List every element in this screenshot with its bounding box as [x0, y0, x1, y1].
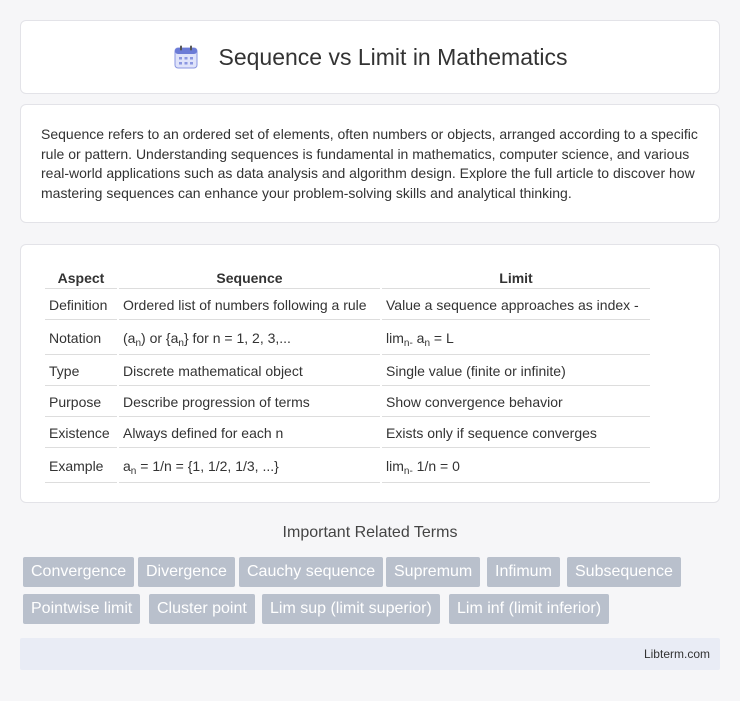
- table-row: [45, 388, 650, 417]
- tag-pointwise-limit[interactable]: Pointwise limit: [23, 594, 140, 624]
- tag-supremum[interactable]: Supremum: [386, 557, 480, 587]
- cell-limit: Value a sequence approaches as index -: [382, 291, 650, 320]
- table-row: [45, 357, 650, 386]
- comparison-table-card: [20, 244, 720, 503]
- cell-aspect: Existence: [45, 419, 117, 448]
- calendar-icon: [173, 44, 199, 70]
- page-title: Sequence vs Limit in Mathematics: [218, 43, 568, 70]
- cell-limit: $\lim_{n-} 1/n = 0$: [382, 450, 650, 483]
- header-limit: Limit: [382, 267, 650, 289]
- cell-sequence: $a_n = 1/n = \{1$, 1/2, 1/3, ...}: [119, 450, 380, 483]
- cell-aspect: Notation: [45, 322, 117, 355]
- header-aspect: Aspect: [45, 267, 117, 289]
- cell-limit: Single value (finite or infinite): [382, 357, 650, 386]
- tag-lim-sup[interactable]: Lim sup (limit superior): [262, 594, 440, 624]
- table-row: [45, 450, 650, 483]
- table-header-row: [45, 267, 650, 289]
- tag-subsequence[interactable]: Subsequence: [567, 557, 681, 587]
- comparison-table: [43, 265, 652, 485]
- tag-infimum[interactable]: Infimum: [487, 557, 560, 587]
- cell-sequence: $(a_n)$ or $\{a_n\}$ for n = 1, 2, 3,...: [119, 322, 380, 355]
- cell-sequence: Always defined for each n: [119, 419, 380, 448]
- footer: [20, 638, 720, 670]
- footer-link[interactable]: Libterm.com: [643, 647, 710, 661]
- tag-divergence[interactable]: Divergence: [138, 557, 235, 587]
- cell-limit: Show convergence behavior: [382, 388, 650, 417]
- tag-lim-inf[interactable]: Lim inf (limit inferior): [449, 594, 609, 624]
- intro-card: [20, 104, 720, 223]
- table-row: [45, 291, 650, 320]
- cell-aspect: Definition: [45, 291, 117, 320]
- tag-cluster-point[interactable]: Cluster point: [149, 594, 255, 624]
- cell-aspect: Purpose: [45, 388, 117, 417]
- table-row: [45, 419, 650, 448]
- cell-sequence: Describe progression of terms: [119, 388, 380, 417]
- cell-sequence: Discrete mathematical object: [119, 357, 380, 386]
- table-row: [45, 322, 650, 355]
- tag-cauchy-sequence[interactable]: Cauchy sequence: [239, 557, 383, 587]
- related-terms-title: Important Related Terms: [282, 524, 458, 541]
- cell-aspect: Example: [45, 450, 117, 483]
- cell-limit: Exists only if sequence converges: [382, 419, 650, 448]
- cell-limit: $\lim_{n-} a_n = L$: [382, 322, 650, 355]
- header-sequence: Sequence: [119, 267, 380, 289]
- tag-convergence[interactable]: Convergence: [23, 557, 134, 587]
- cell-aspect: Type: [45, 357, 117, 386]
- intro-text: Sequence refers to an ordered set of elements, often numbers or objects, arranged according to a specific rule or pattern. Understanding sequences is fundamental in mathematics, computer science, and various real-world applications such as data analysis and algorithm design. Explore the full article to discover how mastering sequences can enhance your problem-solving skills and analytical thinking.: [41, 126, 698, 201]
- title-card: [20, 20, 720, 94]
- cell-sequence: Ordered list of numbers following a rule: [119, 291, 380, 320]
